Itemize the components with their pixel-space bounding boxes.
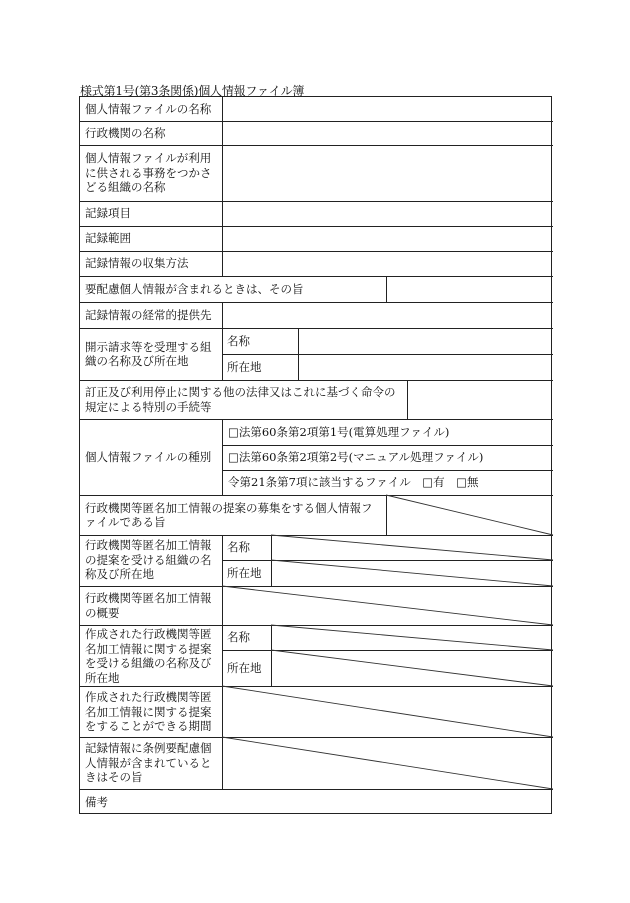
strike-line [222,586,553,625]
label-special-procedures: 訂正及び利用停止に関する他の法律又はこれに基づく命令の規定による特別の手続等 [85,385,396,414]
label-sub-name: 名称 [227,540,250,555]
label-sub-address: 所在地 [227,359,262,374]
label-created-anon-org: 作成された行政機関等匿名加工情報に関する提案を受ける組織の名称及び所在地 [85,627,212,685]
strike-line [271,625,553,650]
label-agency-name: 行政機関の名称 [85,125,166,140]
strike-line [386,495,553,535]
label-ordinance-sensitive: 記録情報に条例要配慮個人情報が含まれているときはその旨 [85,741,212,784]
label-created-anon-period: 作成された行政機関等匿名加工情報に関する提案をすることができる期間 [85,690,212,733]
label-file-name: 個人情報ファイルの名称 [85,101,212,116]
label-sub-name: 名称 [227,630,250,645]
strike-line [271,650,553,686]
label-sub-name: 名称 [227,333,250,348]
label-collection-method: 記録情報の収集方法 [85,256,189,271]
label-file-type: 個人情報ファイルの種別 [85,449,212,464]
label-disclosure-org: 開示請求等を受理する組織の名称及び所在地 [85,339,212,368]
form-table [79,96,552,814]
strike-line [271,560,553,586]
form-title: 様式第1号(第3条関係)個人情報ファイル簿 [80,84,305,98]
label-sub-address: 所在地 [227,660,262,675]
strike-line [222,686,553,737]
label-record-items: 記録項目 [85,206,131,221]
col-divider [222,97,223,276]
label-remarks: 備考 [85,794,108,809]
file-type-article21: 令第21条第7項に該当するファイル □有 □無 [228,475,479,490]
label-record-scope: 記録範囲 [85,231,131,246]
label-regular-recipients: 記録情報の経常的提供先 [85,307,212,322]
label-org-name: 個人情報ファイルが利用に供される事務をつかさどる組織の名称 [85,151,212,194]
file-type-manual: □法第60条第2項第2号(マニュアル処理ファイル) [228,450,484,465]
file-type-electronic: □法第60条第2項第1号(電算処理ファイル) [228,424,450,439]
label-anon-proposal-org: 行政機関等匿名加工情報の提案を受ける組織の名称及び所在地 [85,538,212,581]
strike-line [271,535,553,560]
label-anon-overview: 行政機関等匿名加工情報の概要 [85,591,212,620]
label-anon-recruit: 行政機関等匿名加工情報の提案の募集をする個人情報ファイルである旨 [85,500,373,529]
strike-line [222,737,553,789]
col-divider [386,276,387,302]
label-sensitive-info: 要配慮個人情報が含まれるときは、その旨 [85,281,304,296]
col-divider [298,328,299,380]
col-divider [407,380,408,419]
label-sub-address: 所在地 [227,565,262,580]
